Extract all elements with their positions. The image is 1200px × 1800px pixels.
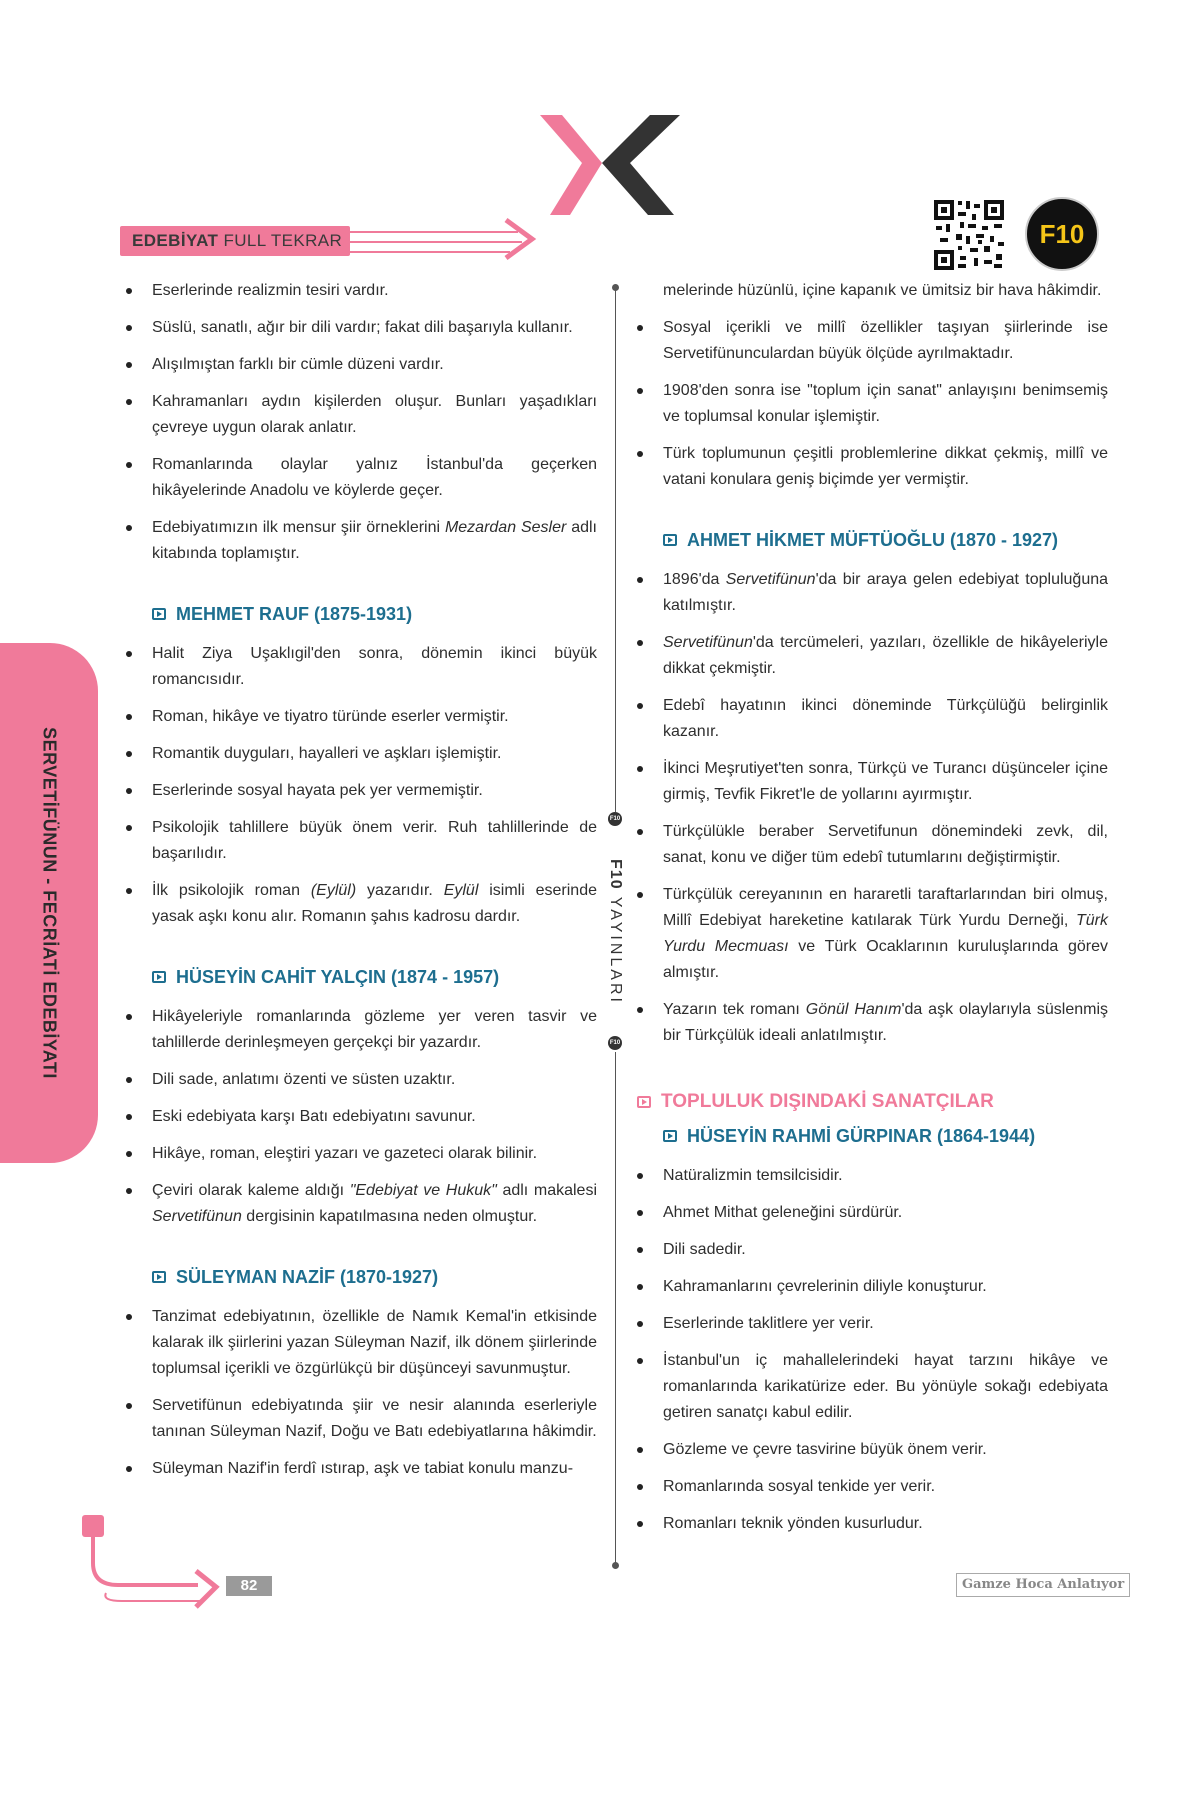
list-item: 1896'da Servetifünun'da bir araya gelen edebiyat topluluğuna katılmıştır. [633, 567, 1108, 619]
play-icon [663, 1130, 677, 1142]
list-item: Eserlerinde realizmin tesiri vardır. [122, 278, 597, 304]
yalcin-list [122, 1004, 597, 1230]
left-column [122, 278, 597, 1493]
play-icon [152, 971, 166, 983]
list-item: Romantik duyguları, hayalleri ve aşkları işlemiştir. [122, 741, 597, 767]
credit-badge: Gamze Hoca Anlatıyor [956, 1573, 1130, 1597]
list-item: Kahramanları aydın kişilerden oluşur. Bunları yaşadıkları çevreye uygun olarak anlatır. [122, 389, 597, 441]
group-title-outside-artists: TOPLULUK DIŞINDAKİ SANATÇILAR [637, 1089, 1108, 1115]
list-item: Süslü, sanatlı, ağır bir dili vardır; fakat dili başarıyla kullanır. [122, 315, 597, 341]
list-item: Çeviri olarak kaleme aldığı "Edebiyat ve Hukuk" adlı makalesi Servetifünun dergisinin kapatılmasına neden olmuştur. [122, 1178, 597, 1230]
nazif-cont-list [633, 278, 1108, 493]
chapter-side-tab [0, 643, 98, 1163]
mini-brand-dot-icon: F10 [608, 812, 622, 826]
publisher-brand: F10 [607, 859, 624, 890]
list-item: İstanbul'un iç mahallelerindeki hayat tarzını hikâye ve romanlarında karikatürize eder. Bu yönüyle sokağı edebiyata getiren sanatçı kabul edilir. [633, 1348, 1108, 1426]
list-item: Eserlerinde sosyal hayata pek yer vermemiştir. [122, 778, 597, 804]
list-item: Türkçülükle beraber Servetifunun dönemindeki zevk, dil, sanat, konu ve diğer tüm edebî tutumlarını değiştirmiştir. [633, 819, 1108, 871]
list-item: Türk toplumunun çeşitli problemlerine dikkat çekmiş, millî ve vatani konulara geniş biçimde yer vermiştir. [633, 441, 1108, 493]
list-item: Eserlerinde taklitlere yer verir. [633, 1311, 1108, 1337]
publisher-name [606, 859, 624, 1005]
list-item-continuation: melerinde hüzünlü, içine kapanık ve ümitsiz bir hava hâkimdir. [663, 282, 1102, 299]
qr-code-icon[interactable] [932, 198, 1006, 272]
chevron-logo-icon [540, 115, 680, 215]
muftuoglu-list [633, 567, 1108, 1049]
list-item: Romanlarında olaylar yalnız İstanbul'da geçerken hikâyelerinde Anadolu ve köylerde geçer. [122, 452, 597, 504]
mini-brand-dot-icon: F10 [608, 1036, 622, 1050]
list-item: İlk psikolojik roman (Eylül) yazarıdır. Eylül isimli eserinde yasak aşkı konu alır. Romanın şahıs kadrosu dardır. [122, 878, 597, 930]
section-title-mehmet-rauf: MEHMET RAUF (1875-1931) [152, 601, 597, 627]
list-item: Edebî hayatının ikinci döneminde Türkçülüğü belirginlik kazanır. [633, 693, 1108, 745]
rauf-list [122, 641, 597, 930]
list-item: Edebiyatımızın ilk mensur şiir örneklerini Mezardan Sesler adlı kitabında toplamıştır. [122, 515, 597, 567]
divider-dot [612, 1562, 619, 1569]
list-item: Dili sade, anlatımı özenti ve süsten uzaktır. [122, 1067, 597, 1093]
list-item: Dili sadedir. [633, 1237, 1108, 1263]
list-item: Tanzimat edebiyatının, özellikle de Namık Kemal'in etkisinde kalarak ilk şiirlerini yazan Süleyman Nazif, ilk dönem şiirlerinde toplumsal içerikli ve özgürlükçü bir düşünceyi savunmuştur. [122, 1304, 597, 1382]
list-item: Kahramanlarını çevrelerinin diliyle konuşturur. [633, 1274, 1108, 1300]
side-tab-label: SERVETİFÜNUN - FECRİATİ EDEBİYATI [39, 727, 60, 1079]
list-item: İkinci Meşrutiyet'ten sonra, Türkçü ve Turancı düşünceler içine girmiş, Tevfik Fikret'le de yollarını ayırmıştır. [633, 756, 1108, 808]
page-number: 82 [226, 1576, 272, 1596]
banner-bold: EDEBİYAT [132, 231, 219, 250]
list-item: Romanları teknik yönden kusurludur. [633, 1511, 1108, 1537]
list-item: Eski edebiyata karşı Batı edebiyatını savunur. [122, 1104, 597, 1130]
section-title-huseyin-cahit-yalcin: HÜSEYİN CAHİT YALÇIN (1874 - 1957) [152, 964, 597, 990]
list-item: Hikâyeleriyle romanlarında gözleme yer veren tasvir ve tahlillerde derinleşmeyen gerçekçi bir yazardır. [122, 1004, 597, 1056]
banner-arrow-icon [350, 218, 550, 260]
divider-dot [612, 284, 619, 291]
publisher-vertical-label [595, 812, 635, 1052]
list-item: Süleyman Nazif'in ferdî ıstırap, aşk ve tabiat konulu manzu- [122, 1456, 597, 1482]
list-item: Sosyal içerikli ve millî özellikler taşıyan şiirlerinde ise Servetifünunculardan büyük ölçüde ayrılmaktadır. [633, 315, 1108, 367]
list-item: Psikolojik tahlillere büyük önem verir. Ruh tahlillerinde de başarılıdır. [122, 815, 597, 867]
intro-list [122, 278, 597, 567]
f10-brand-logo [1024, 196, 1100, 272]
right-column [633, 278, 1108, 1548]
publisher-label: YAYINLARI [607, 896, 624, 1005]
list-item: Yazarın tek romanı Gönül Hanım'da aşk olaylarıyla süslenmiş bir Türkçülük ideali anlatılmıştır. [633, 997, 1108, 1049]
gurpinar-list [633, 1163, 1108, 1537]
list-item: Romanlarında sosyal tenkide yer verir. [633, 1474, 1108, 1500]
f10-logo-text: F10 [1039, 219, 1085, 249]
list-item: Türkçülük cereyanının en hararetli taraftarlarından biri olmuş, Millî Edebiyat hareketine katılarak Türk Yurdu Derneği, Türk Yurdu Mecmuası ve Türk Ocaklarının kuruluşlarında görev almıştır. [633, 882, 1108, 986]
list-item: Gözleme ve çevre tasvirine büyük önem verir. [633, 1437, 1108, 1463]
list-item: Roman, hikâye ve tiyatro türünde eserler vermiştir. [122, 704, 597, 730]
list-item: Servetifünun'da tercümeleri, yazıları, özellikle de hikâyeleriyle dikkat çekmiştir. [633, 630, 1108, 682]
list-item: Hikâye, roman, eleştiri yazarı ve gazeteci olarak bilinir. [122, 1141, 597, 1167]
list-item: Natüralizmin temsilcisidir. [633, 1163, 1108, 1189]
footer-arrow-icon [78, 1515, 278, 1615]
play-icon [152, 608, 166, 620]
play-icon [663, 534, 677, 546]
section-title-suleyman-nazif: SÜLEYMAN NAZİF (1870-1927) [152, 1264, 597, 1290]
banner-light: FULL TEKRAR [223, 231, 343, 250]
section-title-ahmet-hikmet-muftuoglu: AHMET HİKMET MÜFTÜOĞLU (1870 - 1927) [663, 527, 1108, 553]
list-item: Ahmet Mithat geleneğini sürdürür. [633, 1200, 1108, 1226]
list-item: Halit Ziya Uşaklıgil'den sonra, dönemin ikinci büyük romancısıdır. [122, 641, 597, 693]
list-item: 1908'den sonra ise "toplum için sanat" anlayışını benimsemiş ve toplumsal konular işlemiştir. [633, 378, 1108, 430]
nazif-list [122, 1304, 597, 1482]
banner-title [132, 231, 342, 251]
play-icon [152, 1271, 166, 1283]
play-icon [637, 1096, 651, 1108]
section-title-huseyin-rahmi-gurpinar: HÜSEYİN RAHMİ GÜRPINAR (1864-1944) [663, 1123, 1108, 1149]
list-item: Servetifünun edebiyatında şiir ve nesir alanında eserleriyle tanınan Süleyman Nazif, Doğu ve Batı edebiyatlarına hâkimdir. [122, 1393, 597, 1445]
list-item: Alışılmıştan farklı bir cümle düzeni vardır. [122, 352, 597, 378]
